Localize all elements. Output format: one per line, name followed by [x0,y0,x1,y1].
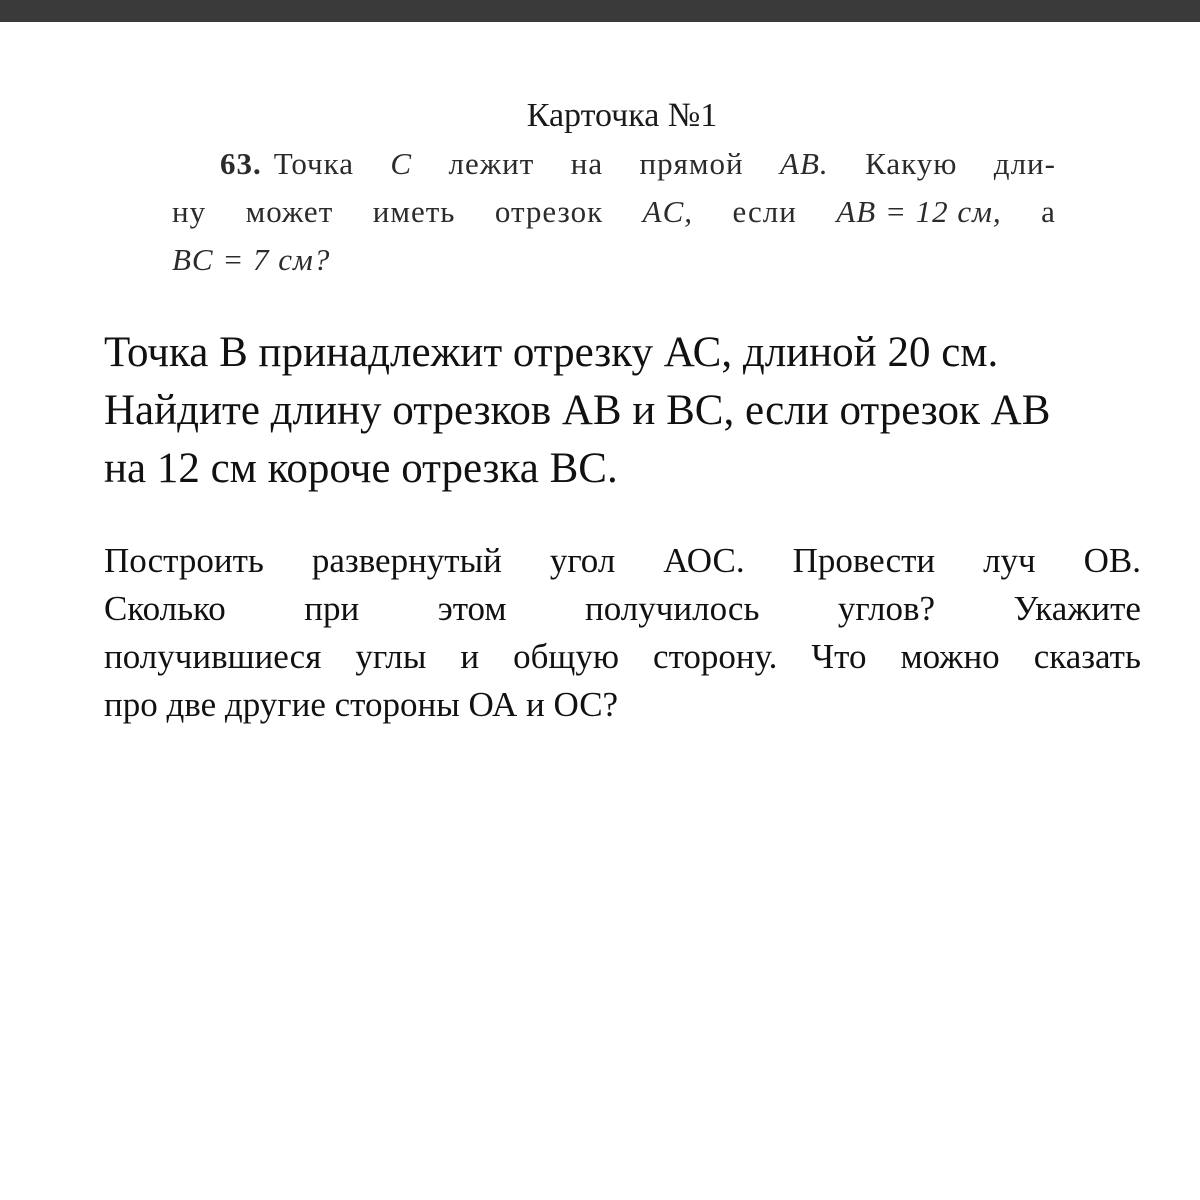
word: развернутый [311,541,502,580]
problem-number: 63. [220,146,262,181]
word: АОС. [663,541,745,580]
task-2 [104,324,1164,498]
problem-63-line-2 [172,188,1056,236]
word: C [390,146,413,181]
word: при [304,589,360,628]
word: Укажите [1013,589,1141,628]
task-2-line-1: Точка В принадлежит отрезку АС, длиной 20 см. [104,329,999,376]
word: общую [513,637,620,676]
word: угол [549,541,616,580]
word: Сколько [104,589,226,628]
word: отрезок [494,194,604,229]
word: AB = 12 см, [836,194,1002,229]
word: сторону. [653,637,778,676]
word: если [732,194,797,229]
word: а [1041,194,1056,229]
word: может [245,194,334,229]
word: BC = 7 см? [172,242,331,277]
word: углов? [837,589,936,628]
word: этом [437,589,507,628]
word: луч [983,541,1036,580]
word: на [570,146,604,181]
word: Какую [865,146,958,181]
problem-63-line-3 [172,236,1056,284]
word: сказать [1033,637,1141,676]
word: углы [355,637,427,676]
task-3-line-2 [104,585,1141,633]
word: иметь [372,194,456,229]
task-2-line-2: Найдите длину отрезков АВ и ВС, если отрезок АВ [104,387,1051,434]
word: прямой [639,146,744,181]
problem-63-line-1 [172,140,1056,188]
problem-63 [172,140,1056,284]
word: лежит [448,146,535,181]
word: получилось [585,589,760,628]
word: дли- [993,146,1056,181]
word: можно [900,637,1000,676]
word: ну [172,194,207,229]
word: AB. [780,146,829,181]
top-bar [0,0,1200,22]
task-3-line-1 [104,537,1141,585]
card-title: Карточка №1 [526,97,718,134]
word: Точка [273,146,354,181]
task-2-line-3: на 12 см короче отрезка ВС. [104,445,618,492]
word: Что [811,637,867,676]
task-3-line-3 [104,633,1141,681]
task-3-line-4: про две другие стороны ОА и ОС? [104,685,619,724]
word: получившиеся [104,637,322,676]
word: Построить [104,541,264,580]
word: Провести [792,541,936,580]
task-3 [104,537,1141,729]
word: и [460,637,480,676]
word: ОВ. [1083,541,1141,580]
word: AC, [642,194,694,229]
